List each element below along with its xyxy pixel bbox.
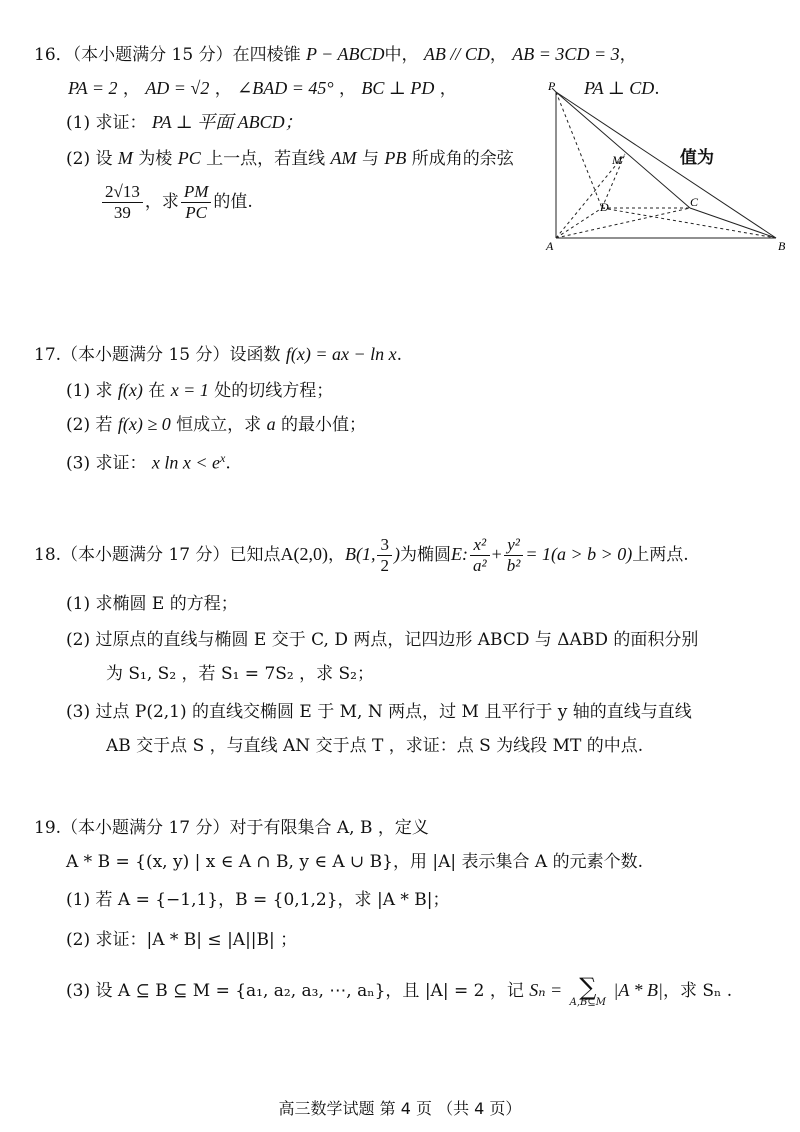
ratio-fraction bbox=[181, 182, 212, 223]
part-3-text: (3) 设 A ⊆ B ⊆ M = {a₁, a₂, a₃, ⋯, aₙ}，且 |A| = 2 ，记 bbox=[66, 981, 524, 1001]
point-b-den: 2 bbox=[380, 556, 389, 575]
problem-18-part-1 bbox=[66, 592, 238, 616]
condition-pa-eq-2: PA = 2 bbox=[68, 78, 118, 98]
label-d: D bbox=[600, 200, 609, 214]
part-1-statement: PA ⊥ 平面 ABCD； bbox=[151, 112, 303, 132]
line-am: AM bbox=[330, 148, 357, 168]
condition-bc-perp-pd: BC ⊥ PD bbox=[361, 78, 435, 98]
label-b: B bbox=[778, 239, 786, 253]
text-wei-tuo-yuan: 为椭圆 bbox=[399, 545, 451, 565]
summand: |A * B| bbox=[613, 980, 663, 1000]
problem-17-heading: 17.（本小题满分 15 分）设函数 bbox=[34, 345, 281, 365]
point-b-open: B(1, bbox=[344, 544, 376, 564]
problem-19-definition bbox=[66, 850, 643, 874]
part-2-tag: (2) 设 bbox=[66, 149, 113, 169]
sigma-symbol: ∑ bbox=[579, 972, 597, 1001]
condition-angle-bad: ∠BAD = 45° bbox=[237, 78, 334, 98]
x-term bbox=[470, 535, 490, 576]
text-zhong: 中， bbox=[384, 45, 419, 65]
text-zai: 在 bbox=[148, 381, 166, 401]
text-yu: 与 bbox=[361, 149, 379, 169]
part-2-text-2: 为 S₁, S₂ ，若 S₁ = 7S₂ ，求 S₂； bbox=[106, 664, 374, 684]
point-m: M bbox=[117, 148, 133, 168]
problem-18-heading: 18.（本小题满分 17 分）已知点 bbox=[34, 545, 281, 565]
page-footer: 高三数学试题 第 4 页 （共 4 页） bbox=[278, 1099, 522, 1118]
tangent-line-text: 处的切线方程； bbox=[214, 381, 334, 401]
part-3-end: ，求 Sₙ . bbox=[662, 981, 733, 1001]
y-squared: y² bbox=[504, 535, 524, 556]
problem-16-line-1: 16．（本小题满分 15 分）在四棱锥 P − ABCD中， AB // CD， AB = 3CD = 3， bbox=[34, 44, 637, 65]
segment-ac bbox=[556, 208, 690, 238]
condition-ad-eq-sqrt2: AD = √2 bbox=[145, 78, 210, 98]
problem-16-part-2-ask bbox=[100, 180, 253, 224]
problem-18-part-2-line-2 bbox=[106, 662, 374, 686]
text-shang-liang-dian: 上两点. bbox=[632, 545, 689, 565]
edge-pc bbox=[556, 92, 690, 208]
condition-ab-parallel-cd: AB // CD bbox=[423, 44, 490, 64]
problem-18-line-1 bbox=[34, 530, 689, 579]
text-qiu: ，求 bbox=[144, 192, 179, 212]
edge-cb bbox=[690, 208, 776, 238]
pyramid-name: P − ABCD bbox=[305, 44, 385, 64]
problem-16-line-2: PA = 2 ， AD = √2 ， ∠BAD = 45° ， BC ⊥ PD ， bbox=[68, 78, 457, 99]
part-1-lead: (1) 求 bbox=[66, 381, 113, 401]
exponent-x: x bbox=[220, 451, 226, 465]
label-c: C bbox=[690, 195, 699, 209]
cosine-denominator: 39 bbox=[113, 203, 131, 222]
edge-pb bbox=[556, 92, 776, 238]
part-1-text: (1) 若 A = {−1,1}，B = {0,1,2}，求 |A * B|； bbox=[66, 890, 450, 910]
condition-ab-eq-3cd: AB = 3CD = 3 bbox=[512, 44, 620, 64]
problem-19-part-2 bbox=[66, 928, 297, 952]
problem-19-line-1 bbox=[34, 816, 429, 840]
fx: f(x) bbox=[117, 380, 143, 400]
comma: ， bbox=[327, 545, 345, 565]
part-3-lead: (3) 求证： bbox=[66, 453, 147, 474]
function-definition: f(x) = ax − ln x bbox=[285, 344, 397, 364]
part-2-text: (2) 求证：|A * B| ≤ |A||B| ； bbox=[66, 930, 298, 950]
plus-sign: + bbox=[491, 544, 502, 564]
line-pb: PB bbox=[384, 148, 407, 168]
sigma-subscript: A,B⊆M bbox=[569, 996, 606, 1008]
label-p: P bbox=[548, 79, 556, 93]
text-de-zhi: 的值. bbox=[213, 192, 253, 212]
problem-17-line-1 bbox=[34, 342, 402, 367]
problem-17-part-1 bbox=[66, 378, 333, 403]
min-value-text: 的最小值； bbox=[280, 415, 366, 435]
y-term bbox=[504, 535, 524, 576]
param-a: a bbox=[266, 414, 276, 434]
cosine-fraction bbox=[102, 182, 143, 223]
problem-19-part-1 bbox=[66, 888, 450, 912]
problem-18-part-3-line-1 bbox=[66, 700, 692, 724]
label-a: A bbox=[546, 239, 554, 253]
text-zhi-wei: 值为 bbox=[680, 148, 714, 168]
period: . bbox=[396, 345, 403, 365]
problem-18-part-2-line-1 bbox=[66, 628, 698, 652]
problem-17-part-3 bbox=[66, 446, 231, 476]
summation bbox=[569, 972, 606, 1008]
point-b-close: ) bbox=[393, 544, 400, 564]
definition-text: A * B = {(x, y) | x ∈ A ∩ B, y ∈ A ∪ B}，用 |A| 表示集合 A 的元素个数. bbox=[66, 852, 644, 872]
part-2-lead: (2) 若 bbox=[66, 415, 113, 435]
segment-db bbox=[602, 208, 776, 238]
x-eq-1: x = 1 bbox=[170, 380, 209, 400]
fx-geq-0: f(x) ≥ 0 bbox=[117, 414, 171, 434]
a-squared: a² bbox=[472, 556, 487, 575]
x-squared: x² bbox=[470, 535, 490, 556]
inequality: x ln x < e bbox=[151, 452, 221, 473]
part-1-tag: (1) 求证： bbox=[66, 113, 147, 133]
problem-18-part-3-line-2 bbox=[106, 734, 643, 758]
sn-lhs: Sₙ = bbox=[529, 980, 563, 1000]
text-heng-cheng-li: 恒成立，求 bbox=[176, 415, 262, 435]
point-a: A(2,0) bbox=[280, 544, 328, 564]
ellipse-rhs: = 1(a > b > 0) bbox=[525, 544, 633, 564]
point-b-fraction bbox=[377, 535, 392, 576]
b-squared: b² bbox=[506, 556, 521, 575]
text-shang-yi-dian: 上一点，若直线 bbox=[206, 149, 326, 169]
text-wei-leng: 为棱 bbox=[138, 149, 173, 169]
ratio-numerator: PM bbox=[181, 182, 212, 203]
edge-pc: PC bbox=[177, 148, 201, 168]
part-2-text-1: (2) 过原点的直线与椭圆 E 交于 C, D 两点，记四边形 ABCD 与 ΔABD 的面积分别 bbox=[66, 630, 699, 650]
period: . bbox=[225, 453, 231, 474]
problem-16-line-2-tail: PA ⊥ CD. bbox=[584, 78, 660, 99]
ratio-denominator: PC bbox=[185, 203, 207, 222]
edge-ad bbox=[556, 208, 602, 238]
problem-16-heading: 16．（本小题满分 15 分）在四棱锥 bbox=[34, 45, 301, 65]
problem-16-part-1 bbox=[66, 110, 303, 135]
text-cosine: 所成角的余弦 bbox=[411, 149, 514, 169]
part-3-text-1: (3) 过点 P(2,1) 的直线交椭圆 E 于 M, N 两点，过 M 且平行于 y 轴的直线与直线 bbox=[66, 702, 692, 722]
point-b-num: 3 bbox=[377, 535, 392, 556]
problem-17-part-2 bbox=[66, 412, 366, 437]
problem-19-heading: 19.（本小题满分 17 分）对于有限集合 A, B ，定义 bbox=[34, 818, 429, 838]
pyramid-diagram bbox=[540, 78, 790, 258]
part-1-text: (1) 求椭圆 E 的方程； bbox=[66, 594, 238, 614]
cosine-numerator: 2√13 bbox=[102, 182, 143, 203]
ellipse-name: E: bbox=[450, 544, 468, 564]
problem-19-part-3 bbox=[66, 966, 732, 1015]
label-m: M bbox=[612, 153, 622, 167]
problem-16-part-2 bbox=[66, 146, 514, 171]
condition-pa-perp-cd: PA ⊥ CD bbox=[584, 78, 655, 98]
part-3-text-2: AB 交于点 S ，与直线 AN 交于点 T ，求证：点 S 为线段 MT 的中点. bbox=[106, 736, 644, 756]
